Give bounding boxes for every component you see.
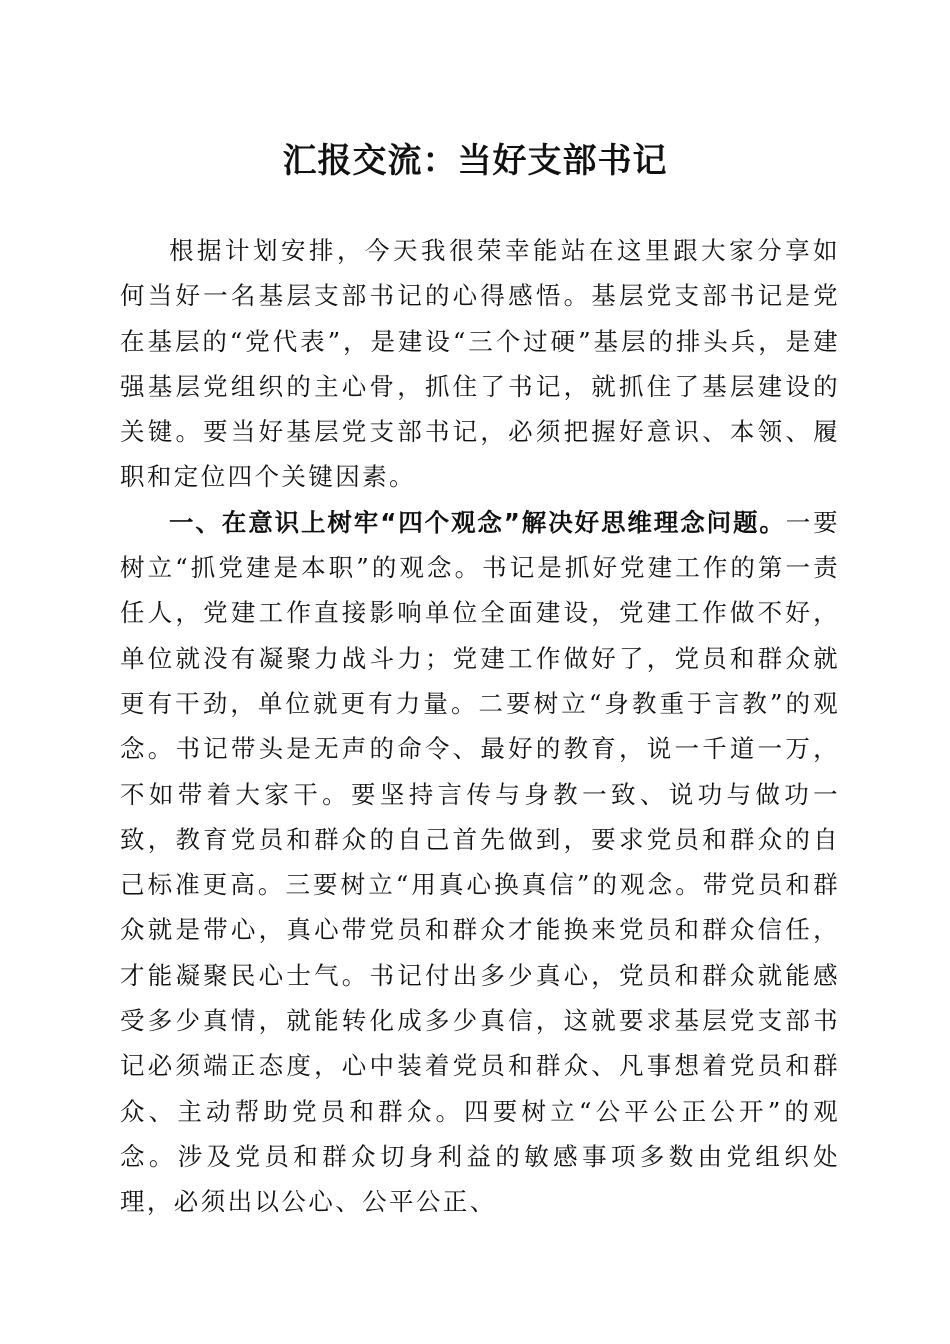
document-title: 汇报交流：当好支部书记: [282, 141, 668, 181]
section-1-paragraph: [120, 500, 840, 1225]
section-1-heading: 一、在意识上树牢“四个观念”解决好思维理念问题。: [169, 507, 786, 537]
section-1-text: 一要树立“抓党建是本职”的观念。书记是抓好党建工作的第一责任人，党建工作直接影响单位全面建设，党建工作做不好，单位就没有凝聚力战斗力；党建工作做好了，党员和群众就更有干劲，单位就更有力量。二要树立“身教重于言教”的观念。书记带头是无声的命令、最好的教育，说一千道一万，不如带着大家干。要坚持言传与身教一致、说功与做功一致，教育党员和群众的自己首先做到，要求党员和群众的自己标准更高。三要树立“用真心换真信”的观念。带党员和群众就是带心，真心带党员和群众才能换来党员和群众信任，才能凝聚民心士气。书记付出多少真心，党员和群众就能感受多少真情，就能转化成多少真信，这就要求基层党支部书记必须端正态度，心中装着党员和群众、凡事想着党员和群众、主动帮助党员和群众。四要树立“公平公正公开”的观念。涉及党员和群众切身利益的敏感事项多数由党组织处理，必须出以公心、公平公正、: [120, 507, 840, 1217]
intro-paragraph: 根据计划安排，今天我很荣幸能站在这里跟大家分享如何当好一名基层支部书记的心得感悟。基层党支部书记是党在基层的“党代表”，是建设“三个过硬”基层的排头兵，是建强基层党组织的主心骨，抓住了书记，就抓住了基层建设的关键。要当好基层党支部书记，必须把握好意识、本领、履职和定位四个关键因素。: [120, 236, 840, 492]
document-body: [120, 228, 840, 1225]
